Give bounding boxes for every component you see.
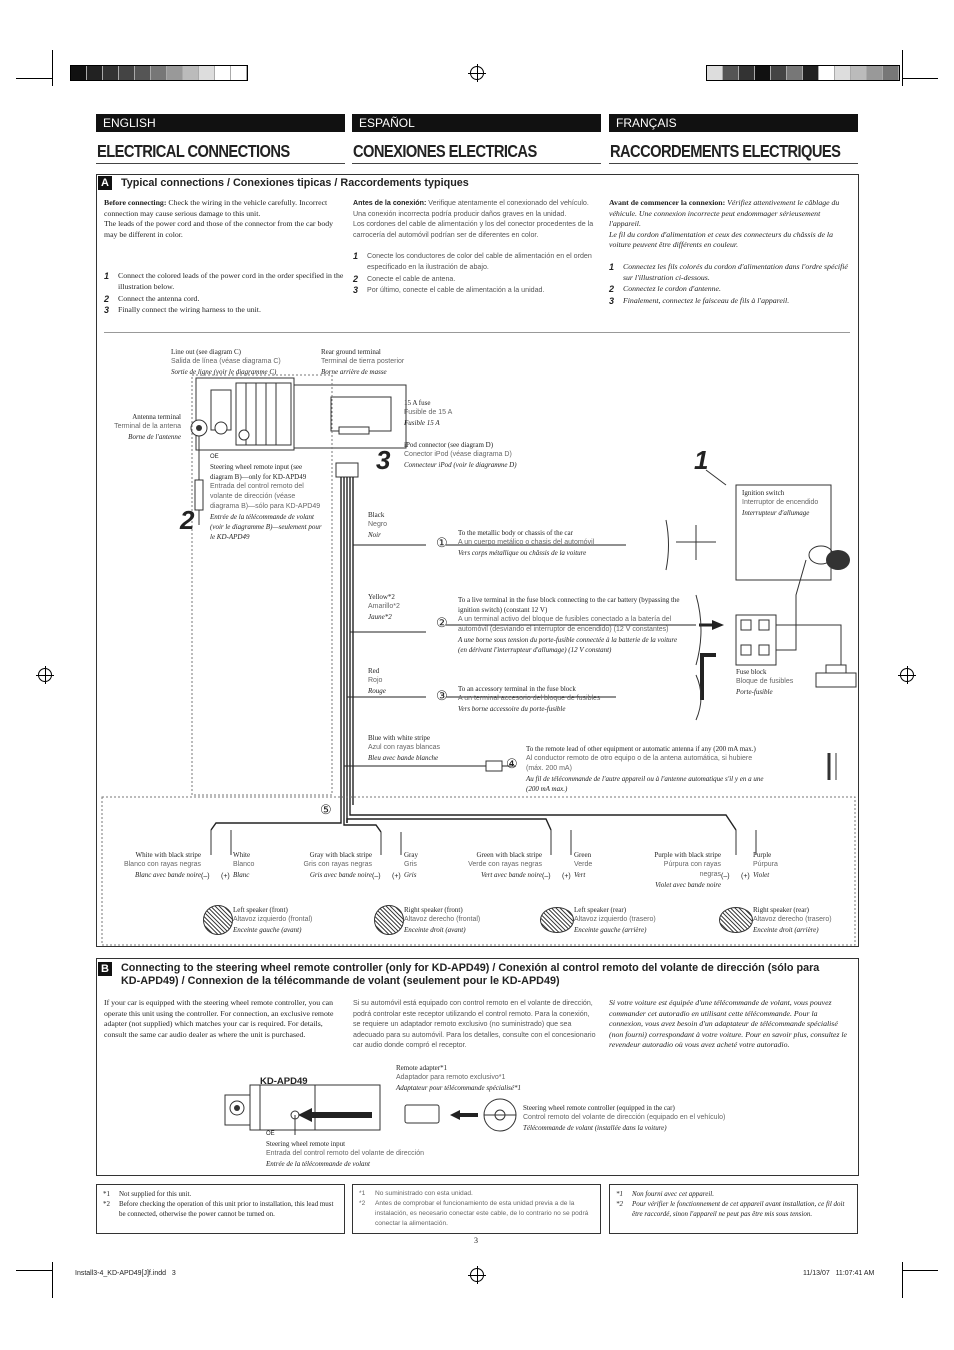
wire-name: Gris	[404, 861, 417, 868]
wire-name: Gris con rayas negras	[303, 861, 372, 868]
speaker-label	[574, 905, 664, 935]
speaker-wire-pos-label	[753, 850, 813, 880]
page-title-french: RACCORDEMENTS ELECTRIQUES	[610, 141, 841, 161]
wire-name: Blanc	[233, 871, 250, 879]
step-number-1: 1	[694, 445, 709, 475]
steering-text-spanish: Si su automóvil está equipado con control remoto en el volante de dirección, podrá controlar este receptor utilizando el control remoto. Para la conexión, se requiere un adaptador remoto exclusivo (no suministrado) que sea adecuado para su automóvil. Para los detalles, consulte con el concesionario car audio donde compró el receptor.	[353, 999, 596, 1050]
wire-name: Púrpura con rayas negras	[663, 861, 721, 878]
adapter-label: Remote adapter*1 Adaptador para remoto exclusivo*1 Adaptateur pour télécommande spécialisé*1	[396, 1064, 522, 1092]
speaker-wire-neg-label	[641, 850, 721, 890]
intro-spanish: Antes de la conexión: Verifique atentamente el conexionado del vehículo. Una conexión incorrecta podría producir daños graves en la unidad. Los cordones del cable de alimentación y los del conector procedentes de la carrocería del automóvil podrían ser de diferentes en color. 1 Conecte los conductores de color del cable de alimentación en el orden especificado en la ilustración de abajo. 2 Conecte el cable de antena. 3 Por último, conecte el cable de alimentación a la unidad.	[353, 199, 594, 296]
speaker-name: Altavoz izquierdo (trasero)	[574, 916, 656, 923]
steering-input-label: OE Steering wheel remote input (see diagram B)—only for KD-APD49 Entrada del control remoto del volante de dirección (véase diagrama B)—sólo para KD-APD49 Entrée de la télécommande de volant (voir le diagramme B)—seulement pour le KD-APD49	[210, 454, 322, 541]
ignition-label: Ignition switch Interruptor de encendido Interrupteur d'allumage	[742, 489, 819, 517]
speaker-name: Enceinte gauche (arrière)	[574, 926, 647, 934]
speaker-name: Left speaker (rear)	[574, 906, 627, 914]
calibration-swatch	[771, 66, 787, 80]
section-a-letter: A	[98, 176, 112, 190]
wire-name: Vert avec bande noire	[481, 871, 542, 879]
wire-name: Violet avec bande noire	[655, 881, 721, 889]
wire-name: Blanco con rayas negras	[123, 861, 201, 868]
plus-label: (+)	[562, 873, 571, 880]
controller-label: Steering wheel remote controller (equipped in the car) Control remoto del volante de dirección (equipado en el vehículo) Télécommande de volant (installée dans la voiture)	[523, 1104, 726, 1132]
plus-label: (+)	[221, 873, 230, 880]
calibration-swatch	[739, 66, 755, 80]
calibration-swatch	[819, 66, 835, 80]
calibration-swatch	[151, 66, 167, 80]
page-title-spanish: CONEXIONES ELECTRICAS	[353, 141, 537, 161]
fuse-label: 15 A fuse Fusible de 15 A Fusible 15 A	[404, 399, 453, 427]
registration-mark-icon	[38, 668, 52, 682]
steering-text-french: Si votre voiture est équipée d'une télécommande de volant, vous pouvez commander cet autoradio en utilisant cette télécommande. Pour la connexion, vous avez besoin d'un adaptateur de télécommande spécialisé (non fourni) correspondant à votre voiture. Pour en savoir plus, consultez le revendeur autoradio où vous avez acheté votre autoradio.	[609, 998, 847, 1050]
registration-mark-icon	[900, 668, 914, 682]
circled-4: ④	[506, 756, 518, 771]
calibration-swatch	[883, 66, 899, 80]
calibration-swatch	[803, 66, 819, 80]
wire-yellow-label: Yellow*2 Amarillo*2 Jaune*2	[368, 593, 400, 621]
speaker-wire-pos-label	[574, 850, 634, 880]
calibration-swatch	[119, 66, 135, 80]
section-a-divider	[104, 332, 850, 333]
calibration-swatch	[231, 66, 247, 80]
title-rule	[96, 163, 345, 164]
red-destination: To an accessory terminal in the fuse block A un terminal accesorio del bloque de fusibles Vers borne accessoire du porte-fusible	[458, 685, 601, 713]
wire-name: Green with black stripe	[476, 851, 542, 859]
wire-name: Purple with black stripe	[654, 851, 721, 859]
speaker-name: Altavoz derecho (trasero)	[753, 916, 832, 923]
calibration-swatch	[723, 66, 739, 80]
title-rule	[352, 163, 601, 164]
speaker-label	[753, 905, 843, 935]
wire-name: Verde con rayas negras	[468, 861, 542, 868]
calibration-swatch	[167, 66, 183, 80]
lineout-label: Line out (see diagram C) Salida de línea (véase diagrama C) Sortie de ligne (voir le diagramme C)	[171, 348, 281, 376]
lang-bar-english: ENGLISH	[96, 114, 345, 132]
rear-ground-label: Rear ground terminal Terminal de tierra posterior Borne arrière de masse	[321, 348, 405, 376]
speaker-label	[404, 905, 494, 935]
calibration-swatch	[135, 66, 151, 80]
intro-english: Before connecting: Check the wiring in the vehicle carefully. Incorrect connection may cause serious damage to this unit. The leads of the power cord and those of the connector from the car body may be different in color. 1 Connect the colored leads of the power cord in the order specified in the illustration below. 2 Connect the antenna cord. 3 Finally connect the wiring harness to the unit.	[104, 198, 344, 316]
minus-label: (–)	[721, 873, 730, 880]
calibration-swatch	[755, 66, 771, 80]
calibration-swatch	[867, 66, 883, 80]
wire-name: Blanco	[233, 861, 255, 868]
minus-label: (–)	[201, 873, 210, 880]
circled-3: ③	[436, 688, 448, 703]
wire-name: Verde	[574, 861, 593, 868]
circled-1: ①	[436, 535, 448, 550]
wire-name: Gray	[404, 851, 418, 859]
steering-input-label-b: OE Steering wheel remote input Entrada del control remoto del volante de dirección Entrée de la télécommande de volant	[266, 1131, 424, 1168]
wire-name: Violet	[753, 871, 770, 879]
section-a-title: Typical connections / Conexiones tipicas / Raccordements typiques	[121, 177, 469, 189]
speaker-wire-neg-label	[462, 850, 542, 880]
speaker-icon	[374, 905, 404, 935]
speaker-wire-neg-label	[121, 850, 201, 880]
speaker-name: Enceinte gauche (avant)	[233, 926, 302, 934]
calibration-swatch	[851, 66, 867, 80]
wire-blue-label: Blue with white stripe Azul con rayas blancas Bleu avec bande blanche	[368, 734, 440, 762]
steering-diagram	[220, 1060, 740, 1170]
title-rule	[609, 163, 858, 164]
blue-destination: To the remote lead of other equipment or automatic antenna if any (200 mA max.) Al conductor remoto de otro equipo o de la antena automática, si hubiere (máx. 200 mA) Au fil de télécommande de l'autre appareil ou à l'antenne automatique s'il y en a une (200 mA max.)	[526, 745, 764, 793]
speaker-name: Right speaker (rear)	[753, 906, 809, 914]
wire-name: White	[233, 851, 251, 859]
black-destination: To the metallic body or chassis of the car A un cuerpo metálico o chasis del automóvil Vers corps métallique ou châssis de la voiture	[458, 529, 595, 557]
wiring-diagram	[96, 335, 859, 947]
section-b-title: Connecting to the steering wheel remote controller (only for KD-APD49) / Conexión al control remoto del volante de dirección (sólo para KD-APD49) / Connexion de la télécommande de volant (seulement pour le KD-APD49)	[121, 962, 820, 987]
speaker-name: Altavoz izquierdo (frontal)	[233, 916, 313, 923]
page-title-english: ELECTRICAL CONNECTIONS	[97, 141, 290, 161]
speaker-label	[233, 905, 323, 935]
minus-label: (–)	[372, 873, 381, 880]
print-date: 11/13/07 11:07:41 AM	[803, 1270, 875, 1277]
wire-name: White with black stripe	[135, 851, 201, 859]
file-info: Install3-4_KD-APD49[J]f.indd 3	[75, 1270, 176, 1277]
calibration-swatch	[835, 66, 851, 80]
wire-name: Blanc avec bande noire	[134, 871, 201, 879]
speaker-name: Altavoz derecho (frontal)	[404, 916, 481, 923]
lang-bar-spanish: ESPAÑOL	[352, 114, 601, 132]
registration-mark-icon	[470, 1268, 484, 1282]
speaker-icon	[540, 907, 574, 933]
footnotes-french: *1 Non fourni avec cet appareil. *2 Pour vérifier le fonctionnement de cet appareil avant installation, ce fil doit être raccordé, sinon l'appareil ne peut pas être mis sous tension.	[609, 1184, 858, 1234]
footnotes-spanish: *1 No suministrado con esta unidad. *2 Antes de comprobar el funcionamiento de esta unidad previa a de la instalación, es necesario conectar este cable, de lo contrario no se podrá conectar la alimentación.	[352, 1184, 601, 1234]
antenna-label: Antenna terminal Terminal de la antena Borne de l'antenne	[114, 413, 181, 441]
speaker-wire-neg-label	[292, 850, 372, 880]
yellow-destination: To a live terminal in the fuse block connecting to the car battery (bypassing the ignition switch) (constant 12 V) A un terminal activo del bloque de fusibles conectado a la batería del automóvil (desviando el interruptor de encendido) (12 V constantes) A une borne sous tension du porte-fusible connectée à la batterie de la voiture (en dérivant l'interrupteur d'allumage) (12 V constant)	[458, 596, 680, 654]
calibration-swatch	[103, 66, 119, 80]
calibration-swatch	[787, 66, 803, 80]
fuse-block-label: Fuse block Bloque de fusibles Porte-fusible	[736, 668, 794, 696]
calibration-strip-left	[70, 65, 248, 81]
wire-name: Purple	[753, 851, 772, 859]
step-number-3: 3	[376, 445, 391, 475]
wire-name: Gray with black stripe	[309, 851, 372, 859]
lang-bar-french: FRANÇAIS	[609, 114, 858, 132]
section-b-letter: B	[98, 962, 112, 976]
speaker-icon	[203, 905, 233, 935]
steering-text-english: If your car is equipped with the steering wheel remote controller, you can operate this unit using the controller. For connection, an exclusive remote adapter (not supplied) which matches your car is required. For details, consult the same car audio dealer as where the unit is purchased.	[104, 998, 334, 1039]
plus-label: (+)	[741, 873, 750, 880]
circled-2: ②	[436, 615, 448, 630]
speaker-wire-pos-label	[233, 850, 293, 880]
calibration-swatch	[199, 66, 215, 80]
speaker-name: Enceinte droit (arrière)	[753, 926, 819, 934]
calibration-swatch	[707, 66, 723, 80]
speaker-name: Left speaker (front)	[233, 906, 288, 914]
speaker-icon	[719, 907, 753, 933]
wire-red-label: Red Rojo Rouge	[368, 667, 386, 695]
circled-5: ⑤	[320, 802, 332, 817]
step-number-2: 2	[180, 505, 195, 535]
model-label: KD-APD49	[260, 1076, 308, 1087]
wire-name: Púrpura	[753, 861, 778, 868]
calibration-strip-right	[706, 65, 900, 81]
speaker-wire-pos-label	[404, 850, 464, 880]
wire-black-label: Black Negro Noir	[368, 511, 388, 539]
footnotes-english: *1 Not supplied for this unit. *2 Before checking the operation of this unit prior to installation, this lead must be connected, otherwise the power cannot be turned on.	[96, 1184, 345, 1234]
speaker-name: Right speaker (front)	[404, 906, 463, 914]
calibration-swatch	[183, 66, 199, 80]
speaker-name: Enceinte droit (avant)	[404, 926, 466, 934]
wire-name: Gris	[404, 871, 417, 879]
calibration-swatch	[215, 66, 231, 80]
registration-mark-icon	[470, 66, 484, 80]
ipod-label: iPod connector (see diagram D) Conector iPod (véase diagrama D) Connecteur iPod (voir le diagramme D)	[404, 441, 517, 469]
calibration-swatch	[87, 66, 103, 80]
wire-name: Gris avec bande noire	[309, 871, 372, 879]
intro-french: Avant de commencer la connexion: Vérifiez attentivement le câblage du véhicule. Une connexion incorrecte peut endommager sérieusement l'appareil. Le fil du cordon d'alimentation et ceux des connecteurs du châssis de la voiture peuvent être différents en couleur. 1 Connectez les fils colorés du cordon d'alimentation dans l'ordre spécifié sur l'illustration ci-dessous. 2 Connectez le cordon d'antenne. 3 Finalement, connectez le faisceau de fils à l'appareil.	[609, 198, 848, 306]
wire-name: Vert	[574, 871, 586, 879]
wire-name: Green	[574, 851, 592, 859]
calibration-swatch	[71, 66, 87, 80]
page-number: 3	[474, 1236, 478, 1245]
plus-label: (+)	[392, 873, 401, 880]
minus-label: (–)	[542, 873, 551, 880]
